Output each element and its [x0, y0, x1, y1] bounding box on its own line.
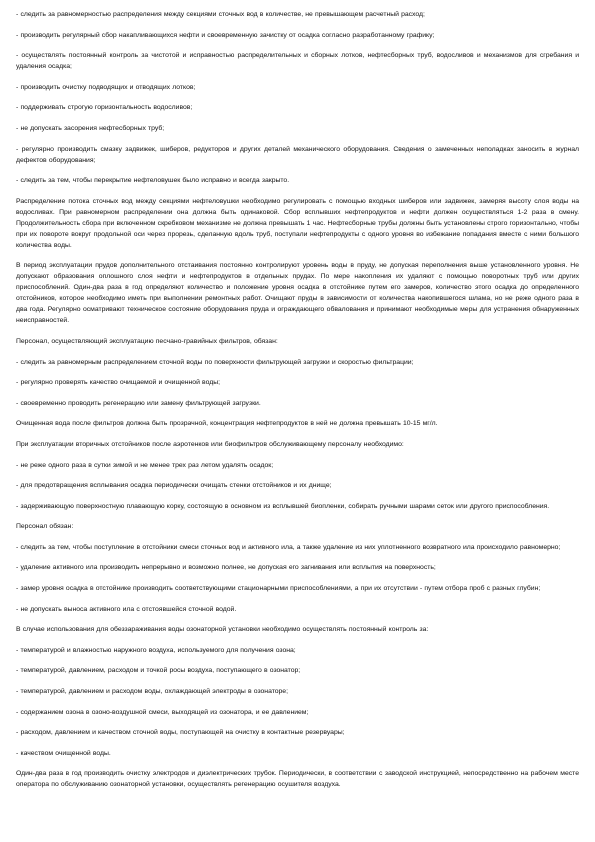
- paragraph-32: Один-два раза в год производить очистку электродов и диэлектрических трубок. Периодически, в соответствии с заводской инструкцией, непосредственно на рабочем месте оператора по обслуживанию озонаторной установки, осуществлять регенерацию осушителя воздуха.: [16, 770, 579, 789]
- paragraph-15: Очищенная вода после фильтров должна быть прозрачной, концентрация нефтепродуктов в ней не должна превышать 10-15 мг/л.: [16, 420, 438, 428]
- paragraph-29: - содержанием озона в озоно-воздушной смеси, выходящей из озонатора, и ее давлением;: [16, 708, 309, 716]
- paragraph-16: При эксплуатации вторичных отстойников после аэротенков или биофильтров обслуживающему персоналу необходимо:: [16, 440, 404, 448]
- paragraph-24: - не допускать выноса активного ила с отстоявшейся сточной водой.: [16, 605, 237, 613]
- paragraph-22: - удаление активного ила производить непрерывно и возможно полнее, не допуская его загнивания или всплытия на поверхность;: [16, 564, 436, 572]
- paragraph-30: - расходом, давлением и качеством сточной воды, поступающей на очистку в контактные резервуары;: [16, 729, 345, 737]
- paragraph-1: - следить за равномерностью распределения между секциями сточных вод в количестве, не превышающем расчетный расход;: [16, 11, 425, 18]
- paragraph-5: - поддерживать строгую горизонтальность водосливов;: [16, 104, 193, 112]
- paragraph-3: - осуществлять постоянный контроль за чистотой и исправностью распределительных и сборных лотков, нефтесборных труб, водосливов и механизмов для сгребания и удаления осадка;: [16, 52, 579, 71]
- paragraph-18: - для предотвращения всплывания осадка периодически очищать стенки отстойников и их днище;: [16, 482, 332, 490]
- paragraph-13: - регулярно проверять качество очищаемой и очищенной воды;: [16, 379, 220, 387]
- paragraph-10: В период эксплуатации прудов дополнительного отстаивания постоянно контролируют уровень воды в пруду, не допуская переполнения выше установленного уровня. Не допускают образования оплошного слоя нефти и нефтепродуктов в отдельных прудах. По мере накопления их удаляют с помощью поворотных труб или других приспособлений. Один-два раза в год определяют количество и положение уровня осадка в отстойнике путем его замеров, количество этого осадка до определенного отстойников, которое необходимо иметь при выполнении ремонтных работ. Очищают пруды в зависимости от количества накопившегося шлама, но не реже одного раза в два года. Регулярно осматривают техническое состояние оборудования пруда и ограждающего обвалования и принимают необходимые меры для устранения обнаруженных неисправностей.: [16, 262, 579, 325]
- paragraph-14: - своевременно проводить регенерацию или замену фильтрующей загрузки.: [16, 399, 261, 407]
- paragraph-9: Распределение потока сточных вод между секциями нефтеловушки необходимо регулировать с помощью входных шиберов или задвижек, замеряя высоту слоя воды на водосливах. При равномерном распределении она должна быть одинаковой. Сбор всплывших нефтепродуктов и нефти должен осуществляться 1-2 раза в смену. Продолжительность сбора при включенном скребковом механизме не должна превышать 1 час. Нефтесборные трубы должны быть установлены строго горизонтально, чтобы при их повороте вокруг продольной оси через прорезь, сделанную вдоль труб, поступали нефтепродукты с одного уровня во избежание попадания вместе с ними большого количества воды.: [16, 197, 579, 249]
- paragraph-31: - качеством очищенной воды.: [16, 749, 111, 757]
- paragraph-19: - задерживающую поверхностную плавающую корку, состоящую в основном из всплывшей биопленки, собирать ручными шарами сеток или другого приспособления.: [16, 502, 550, 510]
- paragraph-20: Персонал обязан:: [16, 523, 74, 531]
- paragraph-21: - следить за тем, чтобы поступление в отстойники смеси сточных вод и активного ила, а также удаление из них уплотненного возвратного ила происходило равномерно;: [16, 543, 561, 551]
- paragraph-8: - следить за тем, чтобы перекрытие нефтеловушек было исправно и всегда закрыто.: [16, 177, 290, 185]
- paragraph-4: - производить очистку подводящих и отводящих лотков;: [16, 83, 196, 91]
- paragraph-6: - не допускать засорения нефтесборных труб;: [16, 124, 165, 132]
- paragraph-17: - не реже одного раза в сутки зимой и не менее трех раз летом удалять осадок;: [16, 461, 274, 469]
- paragraph-2: - производить регулярный сбор накапливающихся нефти и своевременную зачистку от осадка согласно разработанному графику;: [16, 31, 435, 39]
- paragraph-27: - температурой, давлением, расходом и точкой росы воздуха, поступающего в озонатор;: [16, 667, 301, 675]
- paragraph-26: - температурой и влажностью наружного воздуха, используемого для получения озона;: [16, 646, 296, 654]
- paragraph-28: - температурой, давлением и расходом воды, охлаждающей электроды в озонаторе;: [16, 688, 288, 696]
- paragraph-23: - замер уровня осадка в отстойнике производить соответствующими стационарными приспособлениями, а при их отсутствии - путем отбора проб с разных глубин;: [16, 585, 541, 593]
- paragraph-12: - следить за равномерным распределением сточной воды по поверхности фильтрующей загрузки и скоростью фильтрации;: [16, 358, 414, 366]
- paragraph-11: Персонал, осуществляющий эксплуатацию песчано-гравийных фильтров, обязан:: [16, 337, 278, 345]
- paragraph-7: - регулярно производить смазку задвижек, шиберов, редукторов и других деталей механического оборудования. Сведения о замеченных неполадках заносить в журнал дефектов оборудования;: [16, 145, 579, 164]
- paragraph-25: В случае использования для обеззараживания воды озонаторной установки необходимо осуществлять постоянный контроль за:: [16, 626, 429, 634]
